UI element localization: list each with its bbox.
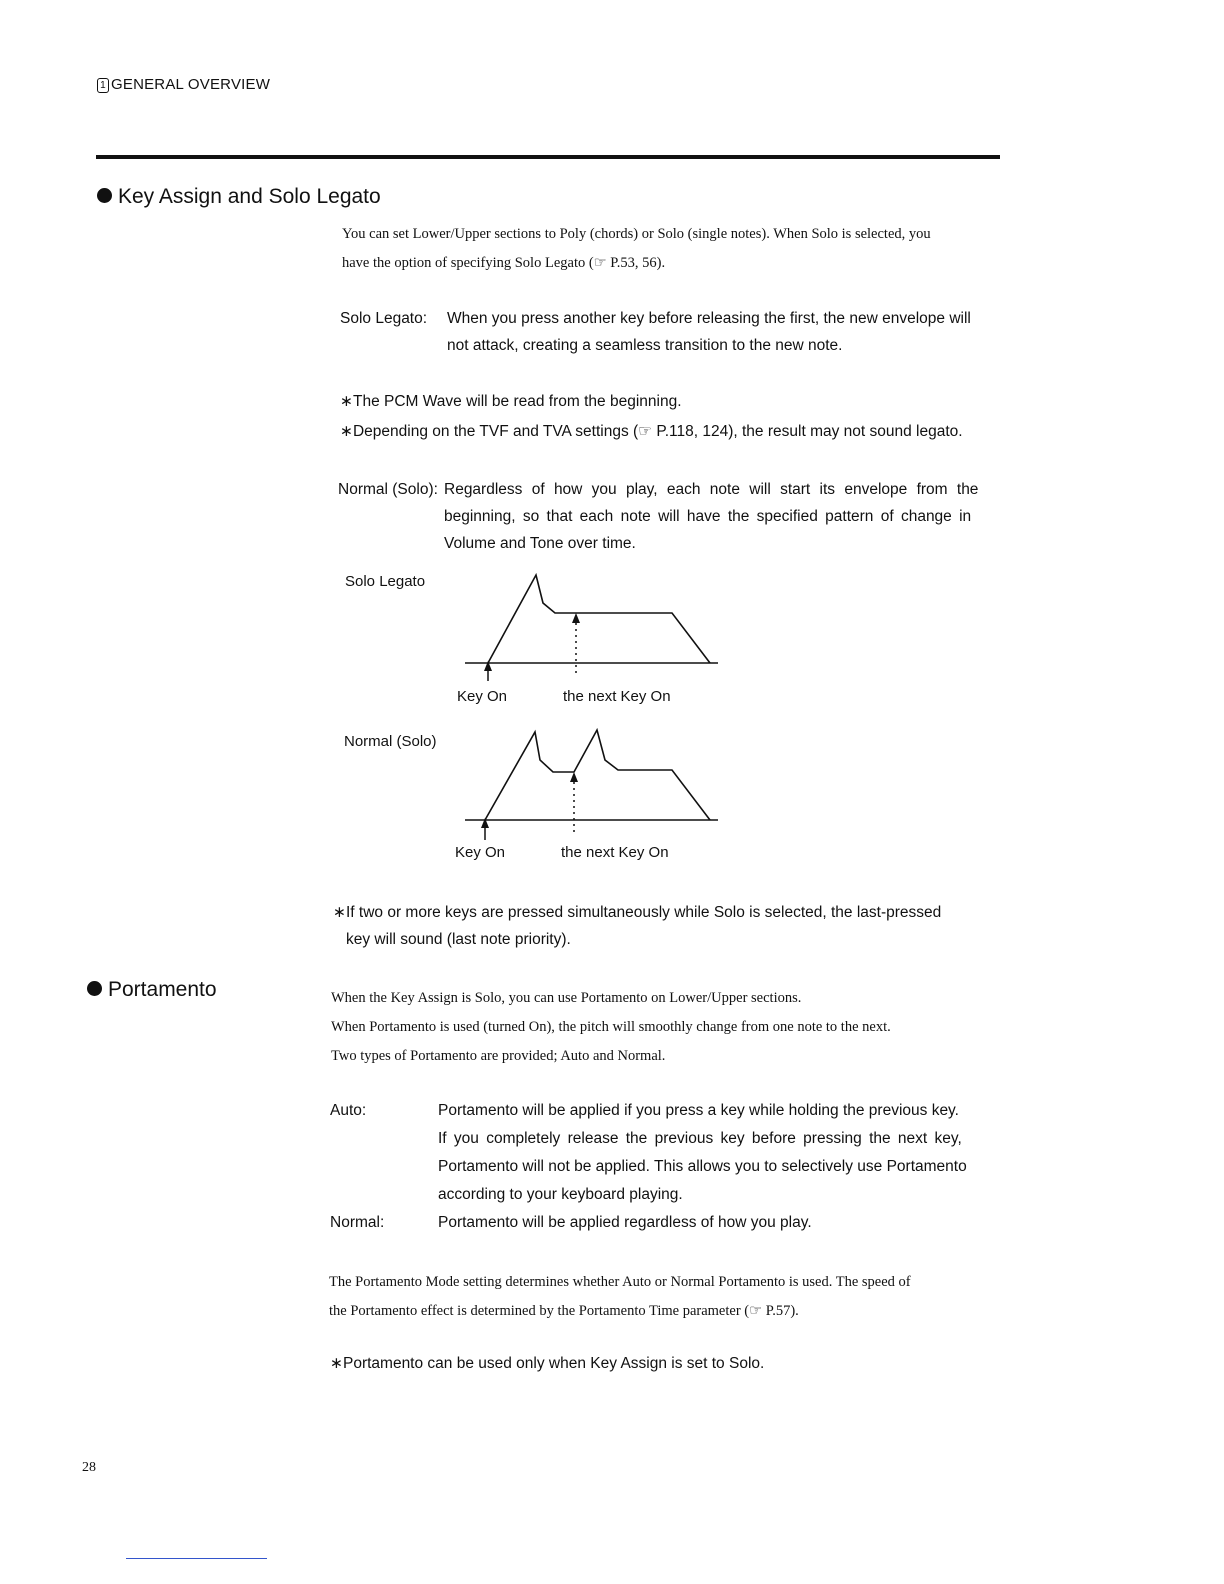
diagram-normal-solo-label: Normal (Solo) — [344, 733, 437, 750]
key-on-label: Key On — [457, 688, 508, 705]
next-key-on-arrow-icon — [570, 772, 578, 782]
portamento-heading — [87, 978, 217, 1002]
solo-legato-envelope-diagram — [460, 565, 730, 685]
solo-legato-term: Solo Legato: — [340, 310, 428, 327]
definition-line: If you completely release the previous key before pressing the next key, — [438, 1130, 962, 1147]
bullet-icon — [87, 981, 102, 996]
definition-line: according to your keyboard playing. — [438, 1186, 683, 1203]
key-assign-intro — [342, 220, 1002, 278]
note-line: ∗Depending on the TVF and TVA settings (☞ P.118, 124), the result may not sound legato. — [340, 423, 963, 440]
portamento-mode-line: The Portamento Mode setting determines whether Auto or Normal Portamento is used. The speed of — [329, 1274, 911, 1290]
portamento-heading-text: Portamento — [108, 978, 217, 1001]
normal-solo-term: Normal (Solo): — [338, 481, 438, 498]
definition-line: Portamento will not be applied. This allows you to selectively use Portamento — [438, 1158, 967, 1175]
key-assign-heading-text: Key Assign and Solo Legato — [118, 185, 381, 208]
normal-term: Normal: — [330, 1214, 385, 1231]
running-header — [97, 76, 270, 93]
next-key-on-label: the next Key On — [563, 688, 671, 705]
diagram-solo-legato-label: Solo Legato — [345, 573, 426, 590]
definition-line: Portamento will be applied if you press a key while holding the previous key. — [438, 1102, 959, 1119]
note-line: key will sound (last note priority). — [346, 931, 571, 948]
definition-line: beginning, so that each note will have the specified pattern of change in — [444, 508, 972, 525]
note-line: ∗If two or more keys are pressed simultaneously while Solo is selected, the last-pressed — [333, 904, 942, 921]
portamento-intro-line: When the Key Assign is Solo, you can use Portamento on Lower/Upper sections. — [331, 990, 802, 1006]
portamento-types — [330, 1097, 990, 1237]
portamento-intro-line: Two types of Portamento are provided; Auto and Normal. — [331, 1048, 666, 1064]
definition-line: Portamento will be applied regardless of how you play. — [438, 1214, 812, 1231]
definition-line: not attack, creating a seamless transition to the new note. — [447, 337, 843, 354]
portamento-mode-paragraph — [329, 1268, 994, 1326]
chapter-number: 1 — [97, 78, 109, 93]
portamento-intro-line: When Portamento is used (turned On), the pitch will smoothly change from one note to the next. — [331, 1019, 891, 1035]
next-key-on-arrow-icon — [572, 613, 580, 623]
auto-term: Auto: — [330, 1102, 367, 1119]
key-assign-notes — [340, 388, 1000, 445]
definition-line: Volume and Tone over time. — [444, 535, 636, 552]
portamento-intro — [331, 984, 991, 1071]
definition-line: Regardless of how you play, each note will start its envelope from the — [444, 481, 979, 498]
portamento-mode-line: the Portamento effect is determined by the Portamento Time parameter (☞ P.57). — [329, 1303, 799, 1319]
last-note-priority-note — [333, 899, 998, 953]
definition-line: When you press another key before releasing the first, the new envelope will — [447, 310, 971, 327]
key-assign-intro-line: You can set Lower/Upper sections to Poly (chords) or Solo (single notes). When Solo is selected, you — [342, 226, 931, 242]
normal-solo-definition — [338, 476, 993, 557]
portamento-note: ∗Portamento can be used only when Key Assign is set to Solo. — [330, 1355, 765, 1372]
key-on-label: Key On — [455, 844, 506, 861]
next-key-on-label: the next Key On — [561, 844, 669, 861]
key-assign-intro-line: have the option of specifying Solo Legato (☞ P.53, 56). — [342, 255, 666, 271]
footer-divider — [126, 1558, 267, 1559]
header-rule — [96, 155, 1000, 159]
chapter-title: GENERAL OVERVIEW — [111, 76, 271, 93]
envelope-line — [485, 730, 710, 820]
key-assign-heading — [97, 185, 381, 209]
note-line: ∗The PCM Wave will be read from the beginning. — [340, 393, 682, 410]
normal-solo-envelope-diagram — [460, 722, 730, 842]
page-number: 28 — [82, 1460, 96, 1475]
bullet-icon — [97, 188, 112, 203]
solo-legato-definition — [340, 305, 995, 359]
envelope-line — [488, 575, 710, 663]
